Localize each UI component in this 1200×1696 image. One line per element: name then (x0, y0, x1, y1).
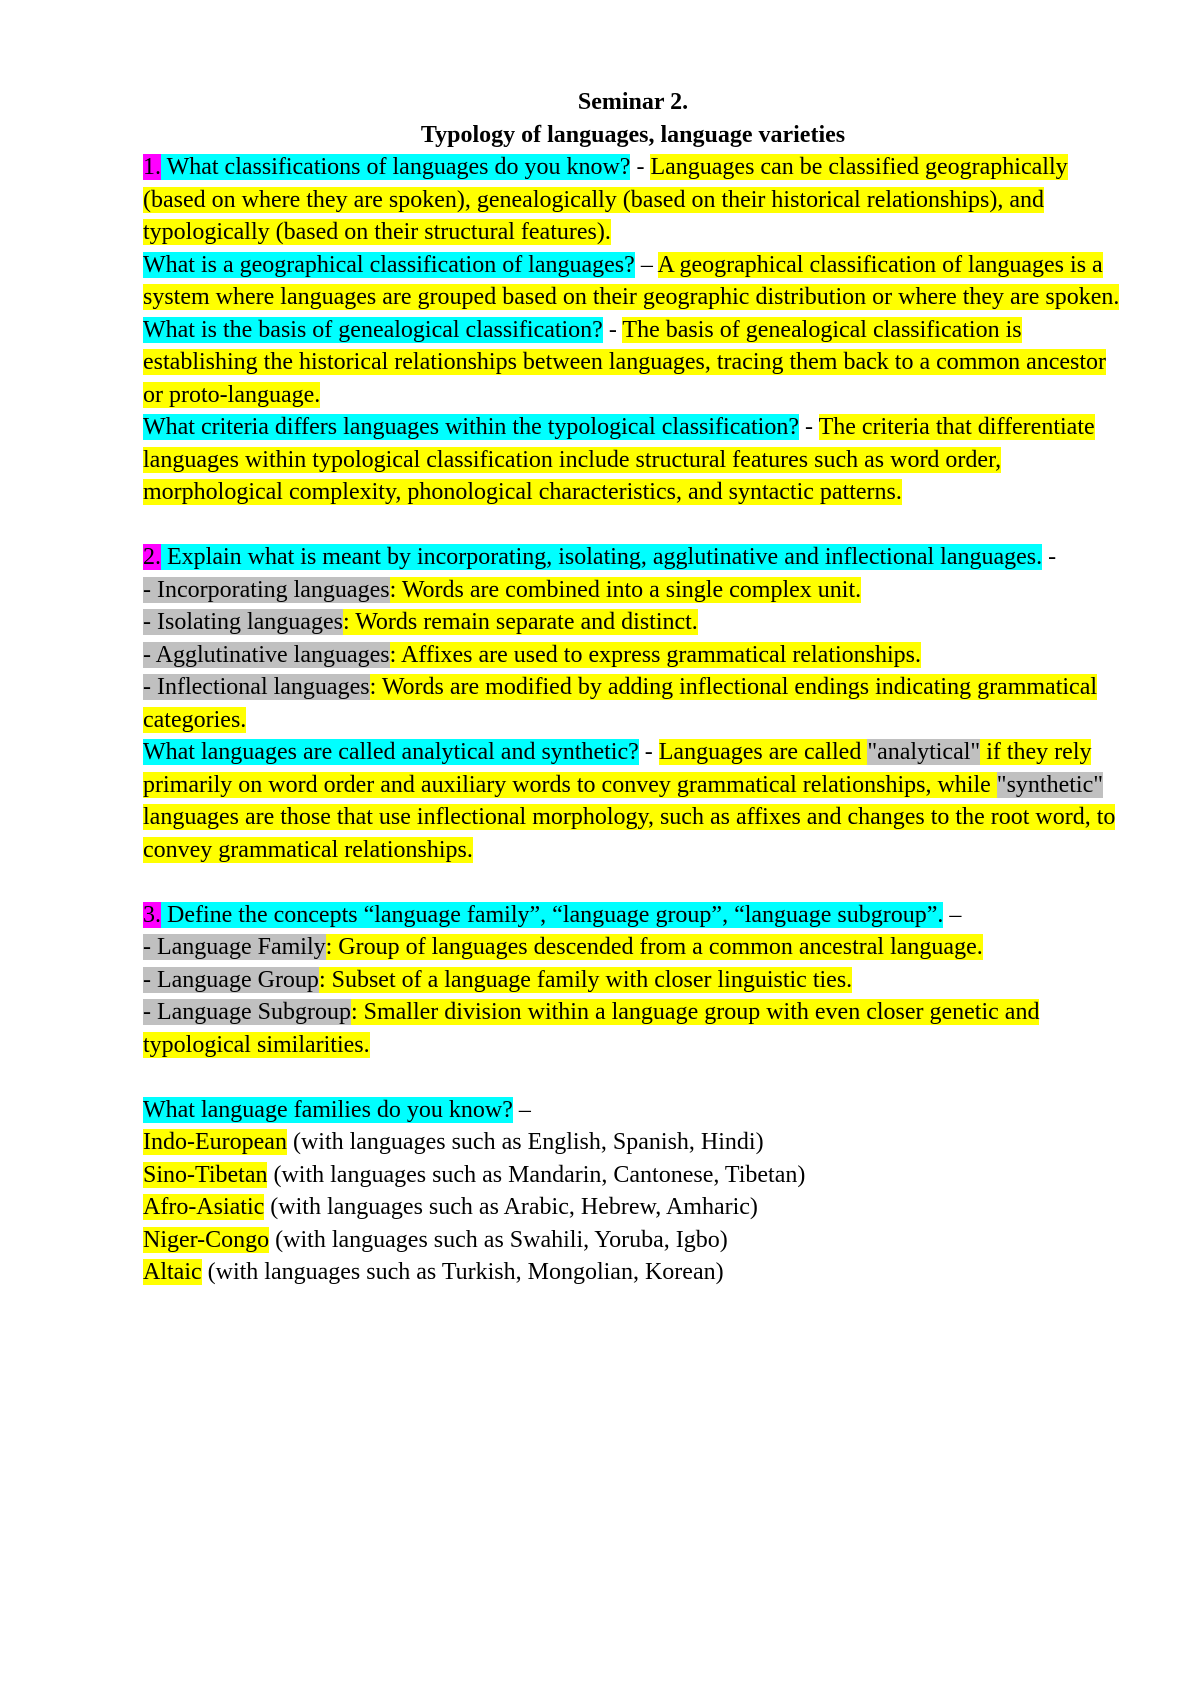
q2a-answer-part-2: if they rely primarily on word order and auxiliary words to convey grammatical relationships, while (143, 739, 1092, 798)
family-desc: (with languages such as English, Spanish, Hindi) (286, 1129, 764, 1155)
q1c-question: What criteria differs languages within the typological classification? (143, 414, 799, 440)
q2a-question: What languages are called analytical and synthetic? (143, 739, 639, 765)
q3-paragraph (143, 899, 1123, 932)
q3-item-1 (143, 964, 1123, 997)
family-item-2 (143, 1191, 1123, 1224)
q3-number: 3. (143, 901, 161, 928)
q3-section (143, 899, 1123, 1062)
q3-item-term: - Language Family (143, 934, 326, 960)
q1-number: 1. (143, 154, 161, 180)
q1-separator: - (630, 154, 651, 180)
family-name: Afro-Asiatic (143, 1194, 265, 1220)
title-line-1: Seminar 2. (577, 89, 689, 115)
q3-item-def: : Subset of a language family with closer linguistic ties. (318, 966, 853, 993)
q3-separator: – (943, 901, 962, 928)
q2a-term-synthetic: "synthetic" (996, 771, 1104, 798)
family-item-3 (143, 1224, 1123, 1257)
q3a-section (143, 1094, 1123, 1289)
q1-question: What classifications of languages do you know? (161, 154, 631, 180)
q2-item-def: : Words are modified by adding inflectional endings indicating grammatical categories. (143, 674, 1098, 733)
q2-item-2 (143, 639, 1123, 672)
q3a-paragraph (143, 1094, 1123, 1127)
q1-paragraph (143, 151, 1123, 249)
q1c-paragraph (143, 411, 1123, 509)
q2-item-0 (143, 574, 1123, 607)
q2a-answer-part-1: Languages are called (658, 739, 868, 765)
q3-item-def: : Smaller division within a language group with even closer genetic and typological similarities. (143, 999, 1040, 1058)
q3-item-def: : Group of languages descended from a common ancestral language. (325, 934, 983, 960)
q2a-term-analytical: "analytical" (867, 739, 981, 765)
q1b-separator: - (602, 316, 623, 343)
q2-item-term: - Inflectional languages (143, 674, 370, 700)
q2-item-term: - Agglutinative languages (143, 641, 390, 668)
family-item-4 (143, 1256, 1123, 1289)
q1a-answer: A geographical classification of languages is a system where languages are grouped based on their geographic distribution or where they are spoken. (143, 251, 1120, 310)
q1b-paragraph (143, 314, 1123, 412)
family-name: Niger-Congo (143, 1226, 270, 1253)
family-desc: (with languages such as Arabic, Hebrew, Amharic) (264, 1194, 758, 1220)
q1b-answer: The basis of genealogical classification is establishing the historical relationships between languages, tracing them back to a common ancestor or proto-language. (143, 316, 1107, 408)
family-item-0 (143, 1126, 1123, 1159)
document-page (143, 86, 1123, 1289)
q3-question: Define the concepts “language family”, “language group”, “language subgroup”. (161, 901, 944, 928)
q1a-question: What is a geographical classification of languages? (143, 251, 635, 278)
q3-item-term: - Language Group (143, 966, 319, 993)
q2-question: Explain what is meant by incorporating, isolating, agglutinative and inflectional languages. (161, 544, 1043, 570)
q2-paragraph (143, 541, 1123, 574)
family-item-1 (143, 1159, 1123, 1192)
q3-item-2 (143, 996, 1123, 1061)
q2-item-term: - Isolating languages (143, 609, 343, 635)
q3-item-term: - Language Subgroup (143, 999, 351, 1025)
q2-item-def: : Affixes are used to express grammatical relationships. (389, 641, 922, 668)
q3-item-0 (143, 931, 1123, 964)
q2a-paragraph (143, 736, 1123, 866)
q3a-separator: – (512, 1096, 531, 1123)
q2-item-def: : Words remain separate and distinct. (342, 609, 698, 635)
family-desc: (with languages such as Mandarin, Cantonese, Tibetan) (267, 1161, 806, 1188)
family-desc: (with languages such as Swahili, Yoruba, Igbo) (269, 1226, 728, 1253)
family-name: Sino-Tibetan (143, 1161, 268, 1188)
q2-number: 2. (143, 544, 161, 570)
q2a-answer-part-3: languages are those that use inflectional morphology, such as affixes and changes to the root word, to convey grammatical relationships. (143, 804, 1116, 863)
q1c-separator: - (799, 414, 819, 440)
q2-section (143, 541, 1123, 736)
q2-item-1 (143, 606, 1123, 639)
q3a-question: What language families do you know? (143, 1096, 513, 1123)
q2-item-def: : Words are combined into a single complex unit. (389, 576, 862, 603)
q1a-separator: – (634, 251, 658, 278)
q1c-answer: The criteria that differentiate languages within typological classification include structural features such as word order, morphological complexity, phonological characteristics, and syntactic patterns. (143, 414, 1095, 505)
family-name: Altaic (143, 1259, 202, 1285)
q1-answer: Languages can be classified geographically (based on where they are spoken), genealogically (based on their historical relationships), and typologically (based on their structural features). (143, 154, 1068, 245)
q2-separator: - (1042, 544, 1057, 570)
q2a-separator: - (638, 739, 659, 765)
family-name: Indo-European (143, 1129, 287, 1155)
document-title (143, 86, 1123, 151)
q1b-question: What is the basis of genealogical classification? (143, 316, 603, 343)
q2-item-term: - Incorporating languages (143, 576, 390, 603)
title-line-2: Typology of languages, language varieties (420, 121, 846, 148)
family-desc: (with languages such as Turkish, Mongolian, Korean) (201, 1259, 724, 1285)
q2-item-3 (143, 671, 1123, 736)
q1a-paragraph (143, 249, 1123, 314)
